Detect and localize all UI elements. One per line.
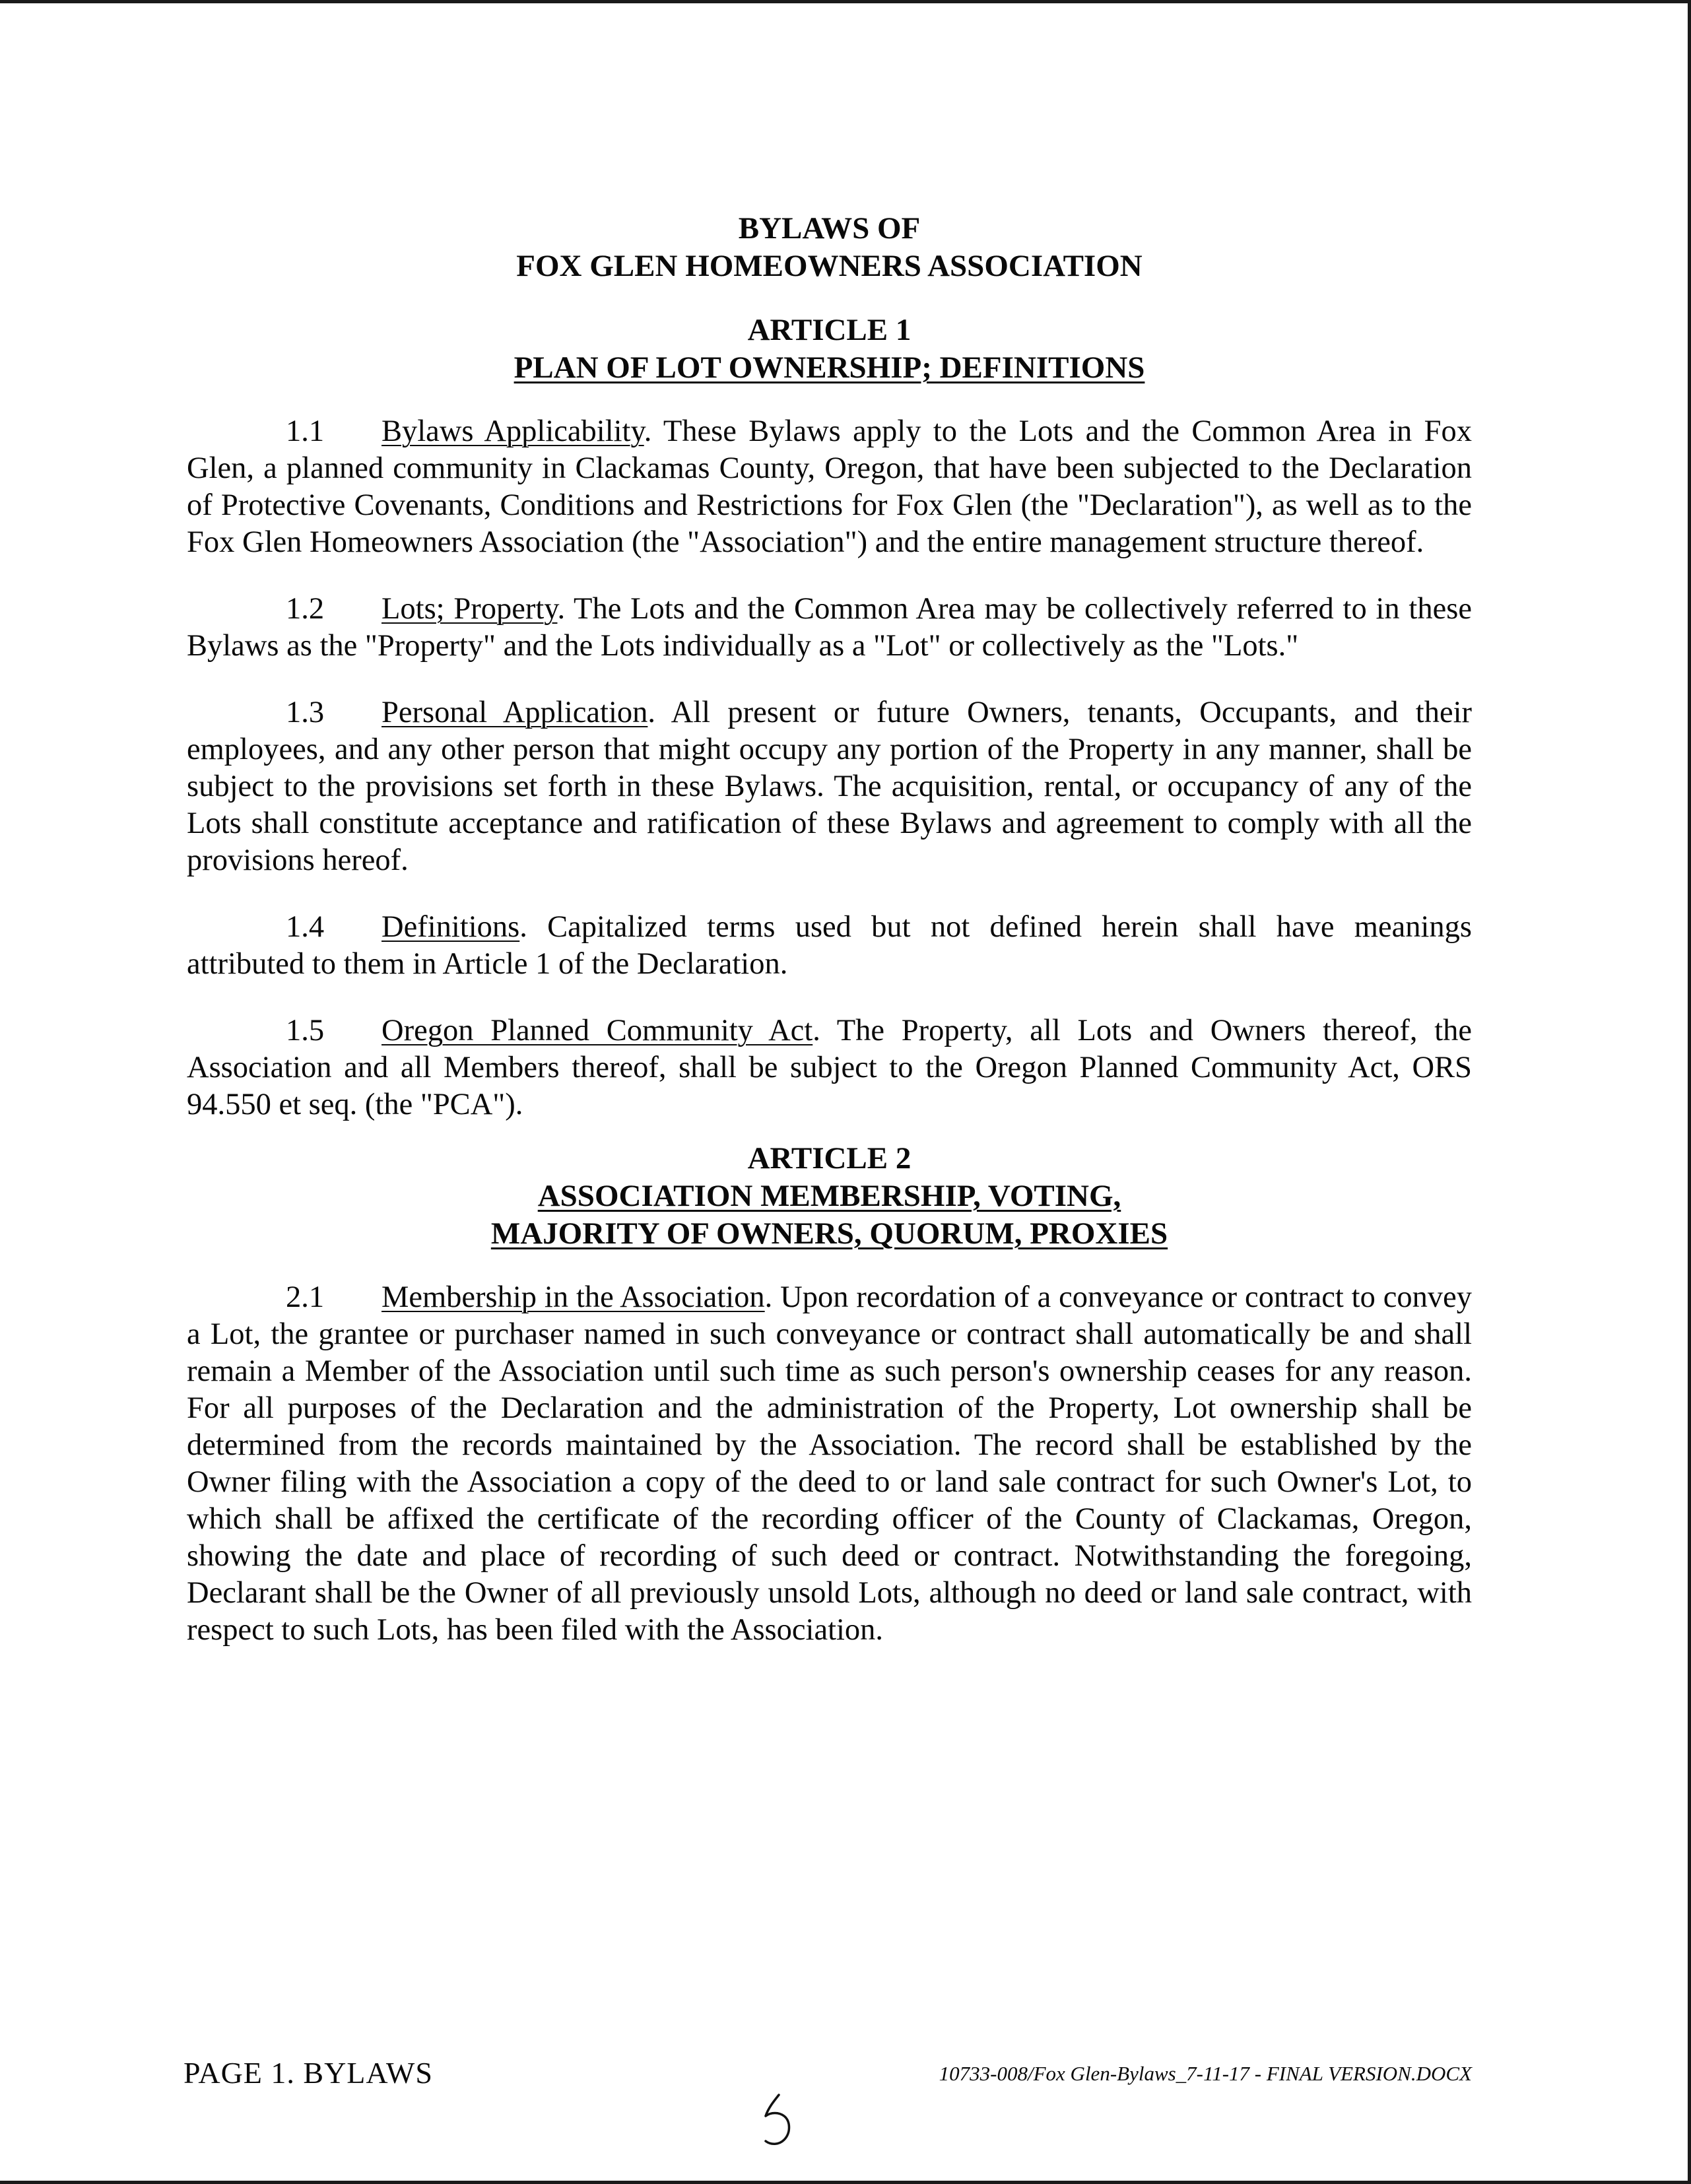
section-number: 1.1 — [286, 414, 325, 448]
article-1-heading — [187, 312, 1472, 387]
section-number: 1.2 — [286, 592, 325, 626]
document-page — [187, 210, 1472, 1678]
section-text: . All present or future Owners, tenants, Occupants, and their employees, and any other person that might occupy any portion of the Property in any manner, shall be subject to the provisions set forth in these Bylaws. The acquisition, rental, or occupancy of any of the Lots shall constitute acceptance and ratification of these Bylaws and agreement to comply with all the provisions hereof. — [187, 696, 1473, 877]
section-1-4 — [187, 909, 1472, 983]
footer-page-label: PAGE 1. BYLAWS — [183, 2056, 433, 2090]
section-caption: Bylaws Applicability — [381, 414, 644, 448]
article-2-label: ARTICLE 2 — [747, 1141, 912, 1175]
section-caption: Lots; Property — [381, 592, 558, 626]
section-number: 1.4 — [286, 910, 325, 944]
section-2-1 — [187, 1279, 1472, 1649]
section-text: . These Bylaws apply to the Lots and the Common Area in Fox Glen, a planned community in Clackamas County, Oregon, that have been subjected to the Declaration of Protective Covenants, Conditions and Restrictions for Fox Glen (the "Declaration"), as well as to the Fox Glen Homeowners Association (the "Association") and the entire management structure thereof. — [187, 414, 1472, 559]
section-text: . The Lots and the Common Area may be collectively referred to in these Bylaws as the "Property" and the Lots individually as a "Lot" or collectively as the "Lots." — [187, 592, 1472, 663]
section-number: 1.3 — [286, 696, 325, 729]
section-1-2 — [187, 591, 1472, 665]
section-text: . Upon recordation of a conveyance or contract to convey a Lot, the grantee or purchaser named in such conveyance or contract shall automatically be and shall remain a Member of the Association until such time as such person's ownership ceases for any reason. For all purposes of the Declaration and the administration of the Property, Lot ownership shall be determined from the records maintained by the Association. The record shall be established by the Owner filing with the Association a copy of the deed to or land sale contract for such Owner's Lot, to which shall be affixed the certificate of the recording officer of the County of Clackamas, Oregon, showing the date and place of recording of such deed or contract. Notwithstanding the foregoing, Declarant shall be the Owner of all previously unsold Lots, although no deed or land sale contract, with respect to such Lots, has been filed with the Association. — [187, 1280, 1472, 1647]
section-1-3 — [187, 694, 1472, 879]
section-text: . The Property, all Lots and Owners thereof, the Association and all Members thereof, shall be subject to the Oregon Planned Community Act, ORS 94.550 et seq. (the "PCA"). — [187, 1014, 1472, 1121]
article-2-heading — [187, 1140, 1472, 1253]
section-text: . Capitalized terms used but not defined herein shall have meanings attributed to them in Article 1 of the Declaration. — [187, 910, 1472, 981]
article-2-title-line-1: ASSOCIATION MEMBERSHIP, VOTING, — [537, 1179, 1121, 1213]
section-caption: Definitions — [381, 910, 520, 944]
article-1-title: PLAN OF LOT OWNERSHIP; DEFINITIONS — [514, 350, 1145, 385]
section-number: 2.1 — [286, 1280, 325, 1314]
footer-file-reference: 10733-008/Fox Glen-Bylaws_7-11-17 - FINAL VERSION.DOCX — [939, 2062, 1472, 2085]
document-title — [187, 210, 1472, 285]
scan-border-top — [0, 0, 1691, 3]
scan-border-bottom — [0, 2181, 1691, 2184]
handwritten-page-mark — [759, 2092, 799, 2148]
article-2-title-line-2: MAJORITY OF OWNERS, QUORUM, PROXIES — [490, 1216, 1168, 1251]
scan-border-right — [1688, 0, 1691, 2184]
section-1-1 — [187, 413, 1472, 561]
article-1-label: ARTICLE 1 — [747, 313, 912, 347]
section-caption: Membership in the Association — [381, 1280, 765, 1314]
title-line-2: FOX GLEN HOMEOWNERS ASSOCIATION — [516, 249, 1143, 283]
section-1-5 — [187, 1012, 1472, 1123]
title-line-1: BYLAWS OF — [738, 211, 921, 246]
section-number: 1.5 — [286, 1014, 325, 1047]
section-caption: Personal Application — [381, 696, 648, 729]
section-caption: Oregon Planned Community Act — [381, 1014, 813, 1047]
